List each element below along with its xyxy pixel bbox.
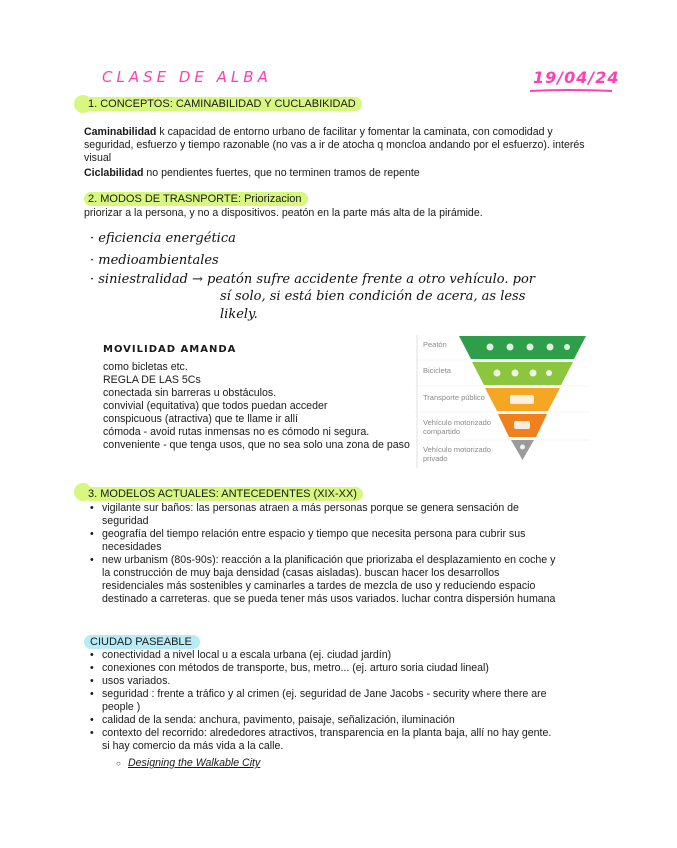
movilidad-list: [103, 361, 413, 452]
list-item: • vigilante sur baños: las personas atraen a más personas porque se genera sensación de seguridad: [90, 502, 560, 528]
movilidad-line: conectada sin barreras u obstáculos.: [103, 387, 277, 399]
pyramid-label-bicicleta: Bicicleta: [423, 366, 451, 375]
section4-heading: CIUDAD PASEABLE: [84, 635, 200, 649]
list-item: • contexto del recorrido: alrededores atractivos, transparencia en la planta baja, allí no hay gente. si hay comercio da más vida a la calle.: [90, 727, 560, 753]
movilidad-label: MOVILIDAD AMANDA: [103, 344, 237, 355]
list-item: • geografía del tiempo relación entre espacio y tiempo que necesita persona para cubrir sus necesidades: [90, 528, 560, 554]
hand-note-5: likely.: [220, 307, 258, 322]
hand-note-4: sí solo, si está bien condición de acera, as less: [220, 289, 526, 304]
pyramid-tier-privado: [511, 440, 534, 460]
walkable-city-link-text[interactable]: Designing the Walkable City: [128, 757, 261, 769]
movilidad-line: cómoda - avoid rutas inmensas no es cómodo ni segura.: [103, 426, 370, 438]
section3-list: [90, 502, 560, 606]
ciclabilidad-term: Ciclabilidad: [84, 167, 144, 179]
section2-heading: 2. MODOS DE TRASNPORTE: Priorizacion: [84, 192, 308, 206]
hand-note-2: · medioambientales: [90, 253, 219, 268]
caminabilidad-paragraph: [84, 126, 594, 165]
section2-intro: priorizar a la persona, y no a dispositivos. peatón en la parte más alta de la pirámide.: [84, 207, 483, 219]
caminabilidad-term: Caminabilidad: [84, 126, 157, 138]
walkable-city-link[interactable]: [100, 757, 677, 770]
list-item: • usos variados.: [90, 675, 560, 688]
list-item: • new urbanism (80s-90s): reacción a la planificación que priorizaba el desplazamiento en coche y la construcción de muy baja densidad (casas aisladas). buscan hacer los desarrollos residenciales más sostenibles y caminarles a tardes de mezcla de uso y reduciendo espacio destinado a carreteras. que se pueda tener más usos variados. luchar contra dispersión humana: [90, 554, 560, 606]
mobility-pyramid: [415, 334, 590, 469]
pyramid-label-peaton: Peatón: [423, 340, 447, 349]
caminabilidad-text: k capacidad de entorno urbano de facilitar y fomentar la caminata, con comodidad y seguridad, esfuerzo y tiempo razonable (no vas a ir de atocha q moncloa andando por el esfuerzo). interés visual: [84, 126, 585, 164]
date: 19/04/24: [533, 68, 620, 87]
pyramid-tier-bicicleta: [472, 362, 573, 385]
pyramid-label-transporte: Transporte público: [423, 393, 485, 402]
movilidad-line: convivial (equitativa) que todos puedan acceder: [103, 400, 328, 412]
pyramid-shape: [455, 334, 590, 469]
hand-note-3: · siniestralidad → peatón sufre accidente frente a otro vehículo. por: [90, 272, 536, 287]
list-item: • seguridad : frente a tráfico y al crimen (ej. seguridad de Jane Jacobs - security where there are people ): [90, 688, 560, 714]
ciclabilidad-paragraph: [84, 167, 594, 180]
list-item: • calidad de la senda: anchura, pavimento, paisaje, señalización, iluminación: [90, 714, 560, 727]
movilidad-line: conveniente - que tenga usos, que no sea solo una zona de paso: [103, 439, 410, 451]
hand-note-1: · eficiencia energética: [90, 231, 236, 246]
movilidad-line: conspicuous (atractiva) que te llame ir allí: [103, 413, 298, 425]
list-item: • conexiones con métodos de transporte, bus, metro... (ej. arturo soria ciudad lineal): [90, 662, 560, 675]
pyramid-label-compartido: Vehículo motorizado compartido: [423, 418, 491, 436]
pyramid-label-privado: Vehículo motorizado privado: [423, 445, 491, 463]
movilidad-line: como bicletas etc.: [103, 361, 188, 373]
section1-heading: 1. CONCEPTOS: CAMINABILIDAD Y CUCLABIKIDAD: [84, 97, 362, 111]
section3-heading: 3. MODELOS ACTUALES: ANTECEDENTES (XIX-XX): [84, 487, 363, 501]
movilidad-line: REGLA DE LAS 5Cs: [103, 374, 201, 386]
date-underline: [528, 88, 614, 94]
ciclabilidad-text: no pendientes fuertes, que no terminen tramos de repente: [143, 167, 420, 179]
list-item: • conectividad a nivel local u a escala urbana (ej. ciudad jardín): [90, 649, 560, 662]
page-title: CLASE DE ALBA: [102, 68, 272, 86]
section4-list: [90, 649, 560, 753]
